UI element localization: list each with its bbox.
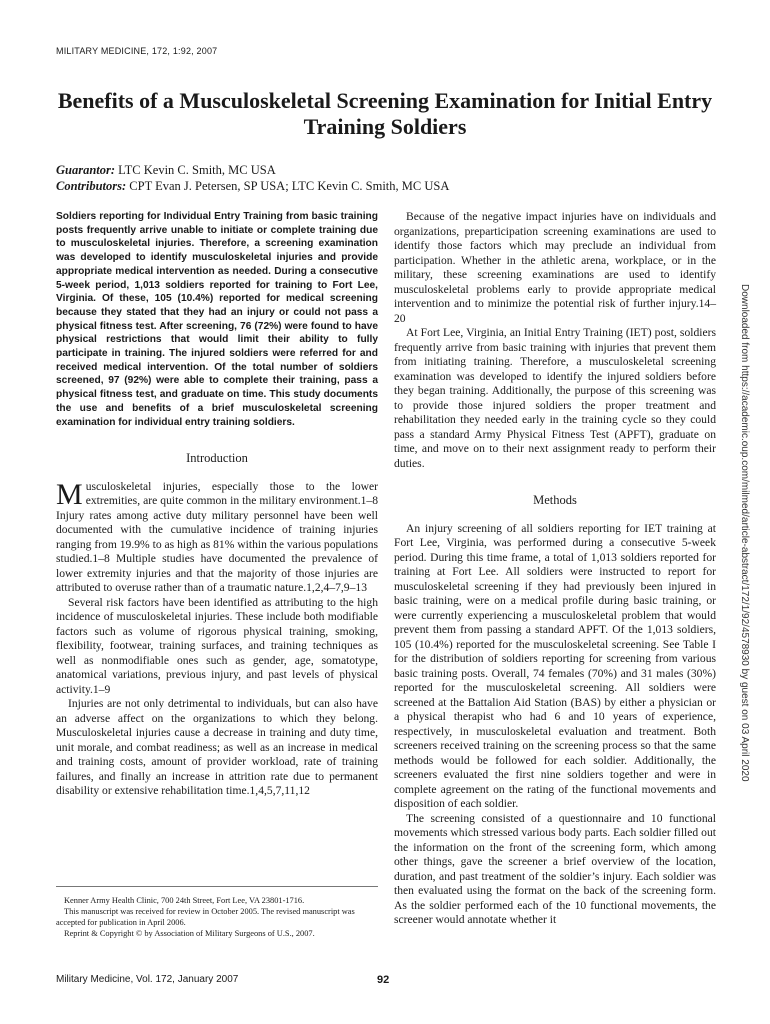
footnotes — [56, 886, 378, 939]
right-column — [394, 210, 716, 928]
guarantor-line — [56, 162, 449, 178]
intro-paragraph-2: Several risk factors have been identified as attributing to the high incidence of musculoskeletal injuries. These include both modifiable factors such as volume of rigorous physical training, smoking, flexibility, footwear, training surfaces, and training techniques as well as nonmodifiable ones such as gender, age, somatotype, anatomical variations, previous injury, and past levels of physical activity.1–9 — [56, 595, 378, 696]
methods-paragraph-1: An injury screening of all soldiers reporting for IET training at Fort Lee, Virginia, was performed during a consecutive 5-week period. During this time frame, a total of 1,013 soldiers reported for training at Fort Lee. All soldiers were instructed to report for musculoskeletal screening if they had previously been injured in basic training, were on a medical profile during basic training, or were currently experiencing a musculoskeletal problem that would prevent them from passing a standard APFT. Of the 1,013 soldiers, 105 (10.4%) reported for the musculoskeletal screening. See Table I for the distribution of soldiers reporting for screening from various basic training posts. Overall, 74 females (70%) and 31 males (30%) reported for the musculoskeletal screening. All soldiers were screened at the Battalion Aid Station (BAS) by either a physician or a physical therapist who had 6 and 10 years of experience, respectively, in musculoskeletal evaluation and treatment. Both screeners received training on the screening process so that the same methods would be followed for each soldier. Additionally, the screeners evaluated the first nine soldiers together and were in complete agreement on the rating of the functional movements and disposition of each soldier. — [394, 521, 716, 810]
intro-paragraph-1 — [56, 477, 379, 596]
page-number: 92 — [377, 974, 390, 986]
download-watermark: Downloaded from https://academic.oup.com/milmed/article-abstract/172/1/92/4578930 by guest on 03 April 2020 — [739, 284, 750, 782]
footnote-affiliation: Kenner Army Health Clinic, 700 24th Street, Fort Lee, VA 23801-1716. — [64, 896, 305, 905]
right-paragraph-1: Because of the negative impact injuries have on individuals and organizations, preparticipation screening examinations are used to identify those factors which may preclude an individual from participation. Whether in the athletic arena, workplace, or in the military, these screening examinations are used to identify musculoskeletal problems early to provide appropriate medical intervention and to minimize the potential risk of further injury.14–20 — [394, 210, 716, 325]
contributors-names: CPT Evan J. Petersen, SP USA; LTC Kevin C. Smith, MC USA — [126, 179, 450, 193]
footer-journal: Military Medicine, Vol. 172, January 2007 — [56, 974, 239, 985]
left-column — [56, 210, 378, 799]
right-paragraph-2: At Fort Lee, Virginia, an Initial Entry Training (IET) post, soldiers frequently arrive from basic training with injuries that prevent them from initiating training. Therefore, a musculoskeletal screening examination was developed to identify the injured soldiers before they began training. Additionally, the purpose of this screening was to provide those injured soldiers the proper treatment and rehabilitation they needed early in the training cycle so they could pass a standard Army Physical Fitness Test (APFT), graduate on time, and move on to their next assignment ready to perform their duties. — [394, 326, 716, 470]
abstract: Soldiers reporting for Individual Entry Training from basic training posts frequently arrive unable to initiate or complete training due to musculoskeletal injuries. Therefore, a screening examination was developed to identify musculoskeletal injuries and provide appropriate medical intervention as needed. During a consecutive 5-week period, 1,013 soldiers reported for training to Fort Lee, Virginia. Of these, 105 (10.4%) reported for medical screening because they stated that they had an injury or could not pass a physical fitness test. After screening, 76 (72%) were found to have physical restrictions that would limit their ability to fully participate in training. The injured soldiers were referred for and received medical intervention. Of the total number of soldiers screened, 97 (92%) were able to complete their training, pass a physical fitness test, and graduate on time. This study documents the use and benefits of a brief musculoskeletal screening examination for individual entry training soldiers. — [56, 211, 378, 428]
journal-header: MILITARY MEDICINE, 172, 1:92, 2007 — [56, 46, 218, 56]
guarantor-name: LTC Kevin C. Smith, MC USA — [115, 163, 276, 177]
contributors-label: Contributors: — [56, 179, 127, 193]
methods-heading: Methods — [533, 493, 577, 507]
drop-cap: M — [56, 477, 83, 511]
intro-paragraph-1-text: usculoskeletal injuries, especially those to the lower extremities, are quite common in the military environment.1–8 Injury rates among active duty military personnel have been well documented with the cumulative incidence of training injuries ranging from 19.9% to as high as 81% within the various populations studied.1–8 Multiple studies have documented the prevalence of lower extremity injuries and that the majority of those injuries are attributed to overuse rather than of a traumatic nature.1,2,4–7,9–13 — [56, 479, 379, 595]
introduction-heading: Introduction — [186, 451, 248, 466]
footnote-copyright: Reprint & Copyright © by Association of Military Surgeons of U.S., 2007. — [64, 929, 315, 938]
article-title: Benefits of a Musculoskeletal Screening Examination for Initial Entry Training Soldiers — [57, 88, 713, 139]
contributors-line — [56, 178, 449, 194]
footnote-received: This manuscript was received for review in October 2005. The revised manuscript was accepted for publication in April 2006. — [56, 907, 355, 927]
author-block — [56, 162, 449, 194]
intro-paragraph-3: Injuries are not only detrimental to individuals, but can also have an adverse affect on the organizations to which they belong. Musculoskeletal injuries cause a decrease in training and duty time, unit morale, and combat readiness; as well as an increase in medical and training costs, amount of provider workload, rate of training failures, and finally an increase in attrition rate due to permanent disability or extensive rehabilitation time.1,4,5,7,11,12 — [56, 697, 378, 798]
methods-paragraph-2: The screening consisted of a questionnaire and 10 functional movements which stressed various body parts. Each soldier filled out the information on the front of the screening form, which among other things, gave the screener a brief overview of the location, duration, and past treatment of the soldier’s injury. Each soldier was then evaluated using the format on the back of the screening form. As the soldier performed each of the 10 functional movements, the screener would annotate whether it — [394, 811, 716, 926]
guarantor-label: Guarantor: — [56, 163, 116, 177]
